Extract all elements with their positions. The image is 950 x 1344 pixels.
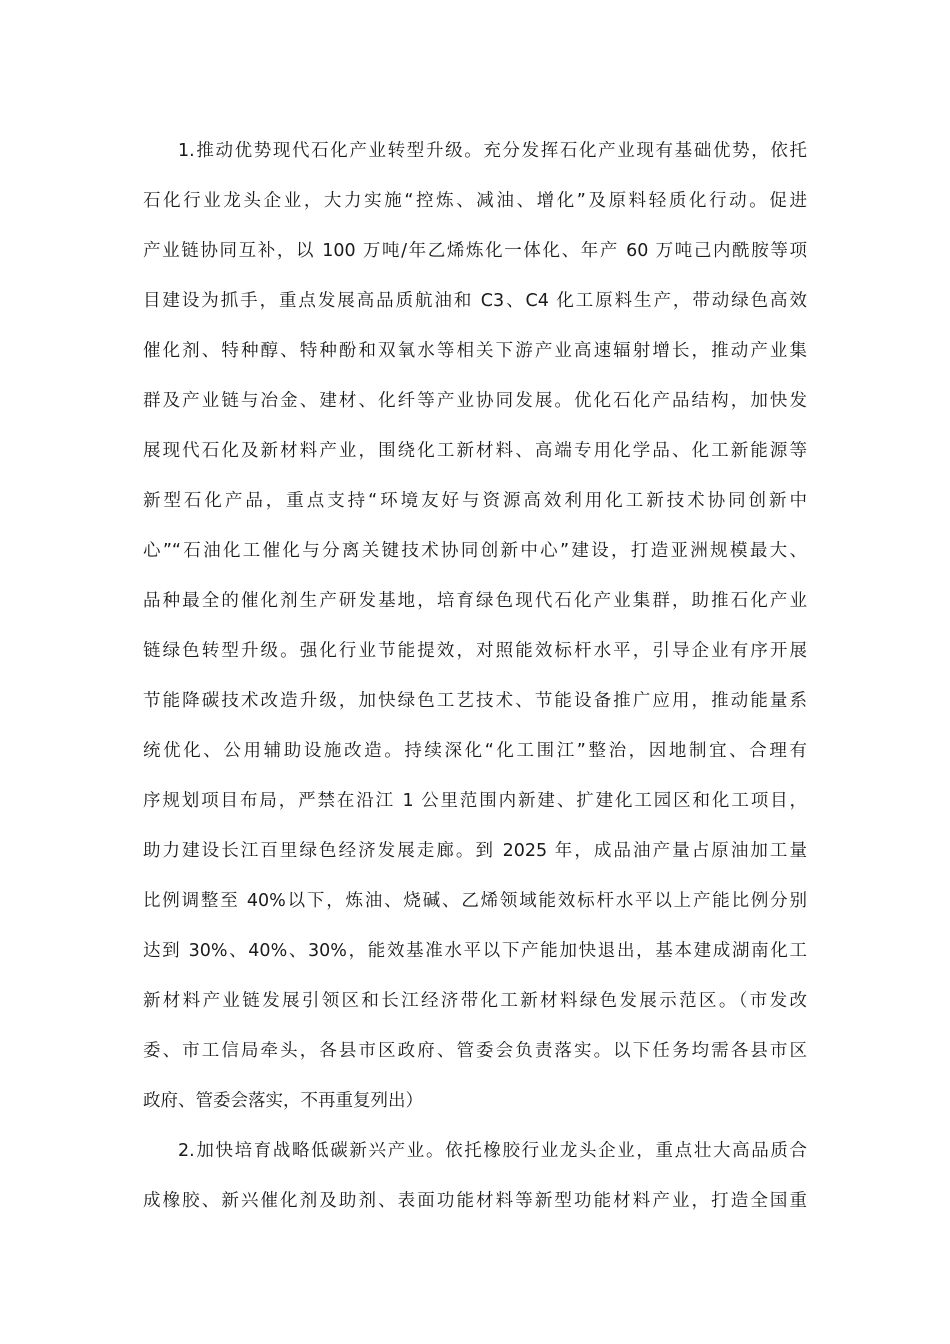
paragraph-line: 石化行业龙头企业，大力实施“控炼、减油、增化”及原料轻质化行动。促进 (143, 191, 807, 211)
paragraph-line: 政府、管委会落实，不再重复列出） (143, 1091, 423, 1111)
paragraph-line: 群及产业链与冶金、建材、化纤等产业协同发展。优化石化产品结构，加快发 (143, 391, 807, 411)
paragraph-line: 序规划项目布局，严禁在沿江 1 公里范围内新建、扩建化工园区和化工项目， (143, 791, 807, 811)
paragraph-1 (143, 126, 807, 1126)
paragraph-line: 产业链协同互补，以 100 万吨/年乙烯炼化一体化、年产 60 万吨己内酰胺等项 (143, 241, 807, 261)
paragraph-line: 比例调整至 40%以下，炼油、烧碱、乙烯领域能效标杆水平以上产能比例分别 (143, 891, 807, 911)
paragraph-line: 达到 30%、40%、30%，能效基准水平以下产能加快退出，基本建成湖南化工 (143, 941, 807, 961)
paragraph-line: 委、市工信局牵头，各县市区政府、管委会负责落实。以下任务均需各县市区 (143, 1041, 807, 1061)
paragraph-line: 催化剂、特种醇、特种酚和双氧水等相关下游产业高速辐射增长，推动产业集 (143, 341, 807, 361)
paragraph-line: 新型石化产品，重点支持“环境友好与资源高效利用化工新技术协同创新中 (143, 491, 807, 511)
paragraph-line: 新材料产业链发展引领区和长江经济带化工新材料绿色发展示范区。（市发改 (143, 991, 807, 1011)
paragraph-line: 心”“石油化工催化与分离关键技术协同创新中心”建设，打造亚洲规模最大、 (143, 541, 807, 561)
paragraph-line: 节能降碳技术改造升级，加快绿色工艺技术、节能设备推广应用，推动能量系 (143, 691, 807, 711)
paragraph-line: 成橡胶、新兴催化剂及助剂、表面功能材料等新型功能材料产业，打造全国重 (143, 1191, 807, 1211)
paragraph-line: 统优化、公用辅助设施改造。持续深化“化工围江”整治，因地制宜、合理有 (143, 741, 807, 761)
paragraph-line: 2.加快培育战略低碳新兴产业。依托橡胶行业龙头企业，重点壮大高品质合 (178, 1141, 807, 1161)
paragraph-line: 目建设为抓手，重点发展高品质航油和 C3、C4 化工原料生产，带动绿色高效 (143, 291, 807, 311)
paragraph-line: 1.推动优势现代石化产业转型升级。充分发挥石化产业现有基础优势，依托 (178, 141, 807, 161)
paragraph-line: 品种最全的催化剂生产研发基地，培育绿色现代石化产业集群，助推石化产业 (143, 591, 807, 611)
document-body (143, 126, 807, 1226)
paragraph-line: 助力建设长江百里绿色经济发展走廊。到 2025 年，成品油产量占原油加工量 (143, 841, 807, 861)
paragraph-line: 链绿色转型升级。强化行业节能提效，对照能效标杆水平，引导企业有序开展 (143, 641, 807, 661)
paragraph-line: 展现代石化及新材料产业，围绕化工新材料、高端专用化学品、化工新能源等 (143, 441, 807, 461)
paragraph-2 (143, 1126, 807, 1226)
